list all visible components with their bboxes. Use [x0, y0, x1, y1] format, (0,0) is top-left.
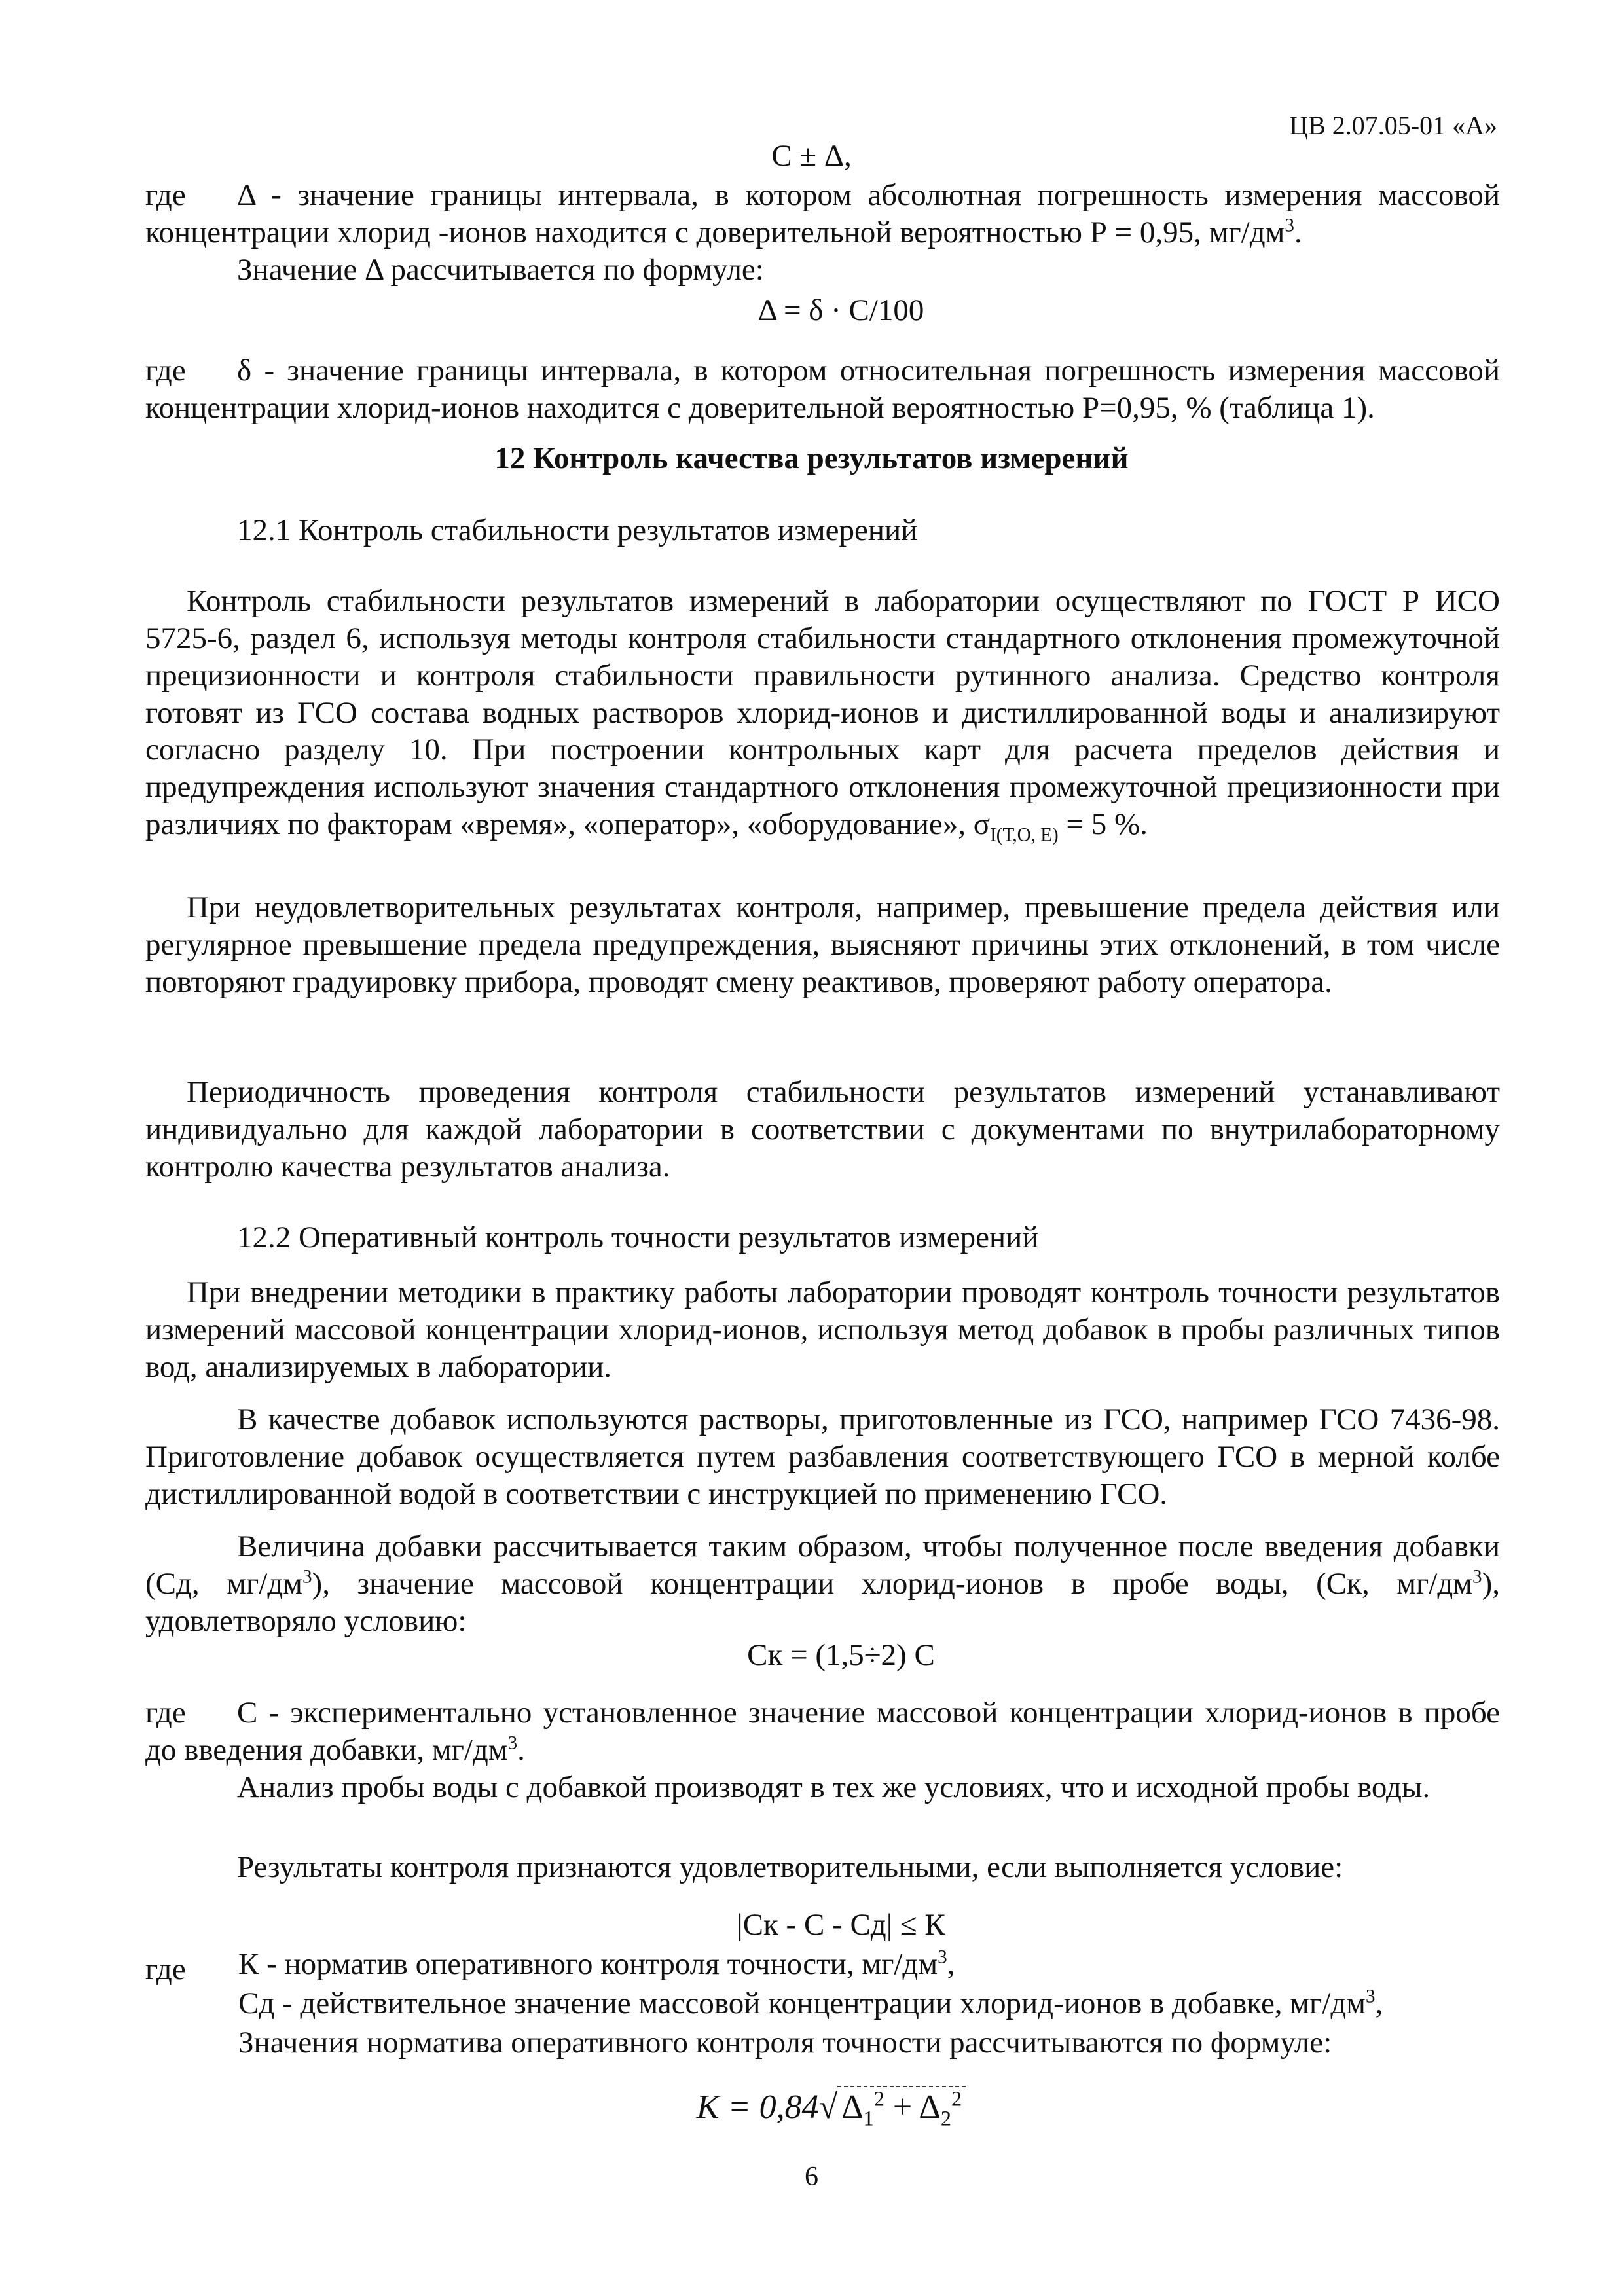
definition-delta: где Δ - значение границы интервала, в котором абсолютная погрешность измерения массовой концентрации хлорид -ионов находится с доверительной вероятностью Р = 0,95, $мг/дм^3$.: [145, 178, 1500, 249]
superscript-3: 3: [1285, 215, 1294, 236]
paragraph-k-formula-intro: Значения норматива оперативного контроля точности рассчитываются по формуле:: [238, 2026, 1332, 2060]
definition-cd: Сд - действительное значение массовой концентрации хлорид-ионов в добавке, $мг/дм^3$,: [238, 1986, 1383, 2020]
paragraph-accuracy-control: При внедрении методики в практику работы лаборатории проводят контроль точности результатов измерений массовой концентрации хлорид-ионов, используя метод добавок в пробы различных типов вод, анализируемых в лаборатории.: [145, 1275, 1500, 1384]
paragraph-periodicity: Периодичность проведения контроля стабильности результатов измерений устанавливают индивидуально для каждой лаборатории в соответствии с документами по внутрилабораторному контролю качества результатов анализа.: [145, 1075, 1500, 1184]
definition-small-delta: [145, 352, 1500, 427]
paragraph-unsatisfactory-results: При неудовлетворительных результатах контроля, например, превышение предела действия или регулярное превышение предела предупреждения, выясняют причины этих отклонений, в том числе повторяют градуировку прибора, проводят смену реактивов, проверяют работу оператора.: [145, 890, 1500, 999]
formula-condition: |Ск - С - Сд| ≤ К: [737, 1908, 945, 1942]
paragraph-sample-analysis: Анализ пробы воды с добавкой производят в тех же условиях, что и исходной пробы воды.: [237, 1770, 1431, 1804]
definition-c: где С - экспериментально установленное значение массовой концентрации хлорид-ионов в пробе до введения добавки, $мг/дм^3$.: [145, 1696, 1500, 1767]
where-label: где: [145, 1952, 186, 1986]
paragraph-additive-size: Величина добавки рассчитывается таким образом, чтобы полученное после введения добавки (Сд, $мг/дм^3$), значение массовой концентрации хлорид-ионов в пробе воды, (Ск, $мг/дм^3$), удовлетворяло условию:: [145, 1529, 1500, 1638]
delta-calc-intro: Значение Δ рассчитывается по формуле:: [237, 253, 764, 287]
section-title: 12 Контроль качества результатов измерений: [494, 441, 1129, 475]
formula-k: K = 0,84√ $\Delta_1^2 + \Delta_2^2$: [39, 2086, 1623, 2128]
where-label: где: [145, 178, 186, 212]
paragraph-results-condition: Результаты контроля признаются удовлетворительными, если выполняется условие:: [237, 1850, 1343, 1884]
document-code: ЦВ 2.07.05-01 «А»: [1289, 111, 1497, 140]
definition-c-text: С - экспериментально установленное значение массовой концентрации хлорид-ионов в пробе до введения добавки, мг/дм: [145, 1696, 1500, 1767]
subsection-title-12-2: 12.2 Оперативный контроль точности результатов измерений: [237, 1220, 1039, 1254]
sigma-subscript: I(Т,О, Е): [990, 824, 1059, 846]
where-label: где: [145, 1696, 186, 1730]
paragraph-additives: В качестве добавок используются растворы, приготовленные из ГСО, например ГСО 7436-98. Приготовление добавок осуществляется путем разбавления соответствующего ГСО в мерной колбе дистиллированной водой в соответствии с инструкцией по применению ГСО.: [145, 1402, 1500, 1511]
definition-k: К - норматив оперативного контроля точности, $мг/дм^3$,: [238, 1946, 955, 1981]
formula-c-delta: С ± Δ,: [771, 139, 852, 173]
subsection-title-12-1: 12.1 Контроль стабильности результатов измерений: [237, 513, 918, 547]
paragraph-stability-control: Контроль стабильности результатов измерений в лаборатории осуществляют по ГОСТ Р ИСО 5725-6, раздел 6, используя методы контроля стабильности стандартного отклонения промежуточной прецизионности и контроля стабильности правильности рутинного анализа. Средство контроля готовят из ГСО состава водных растворов хлорид-ионов и дистиллированной воды и анализируют согласно разделу 10. При построении контрольных карт для расчета пределов действия и предупреждения используют значения стандартного отклонения промежуточной прецизионности при различиях по факторам «время», «оператор», «оборудование», $\sigma_{I(Т,О, Е)} = 5$ %.: [145, 584, 1500, 846]
formula-delta-calc: Δ = δ · С/100: [757, 293, 924, 327]
page-number: 6: [805, 2162, 818, 2192]
definition-delta-text: Δ - значение границы интервала, в котором абсолютная погрешность измерения массовой концентрации хлорид -ионов находится с доверительной вероятностью Р = 0,95, мг/дм: [145, 178, 1500, 249]
definition-small-delta-text: δ - значение границы интервала, в котором относительная погрешность измерения массовой концентрации хлорид-ионов находится с доверительной вероятностью Р=0,95, % (таблица 1).: [145, 354, 1500, 425]
formula-ck: Ск = (1,5÷2) С: [747, 1638, 935, 1672]
sqrt-expression: $\Delta_1^2 + \Delta_2^2$: [837, 2086, 966, 2128]
where-label: где: [145, 354, 186, 388]
